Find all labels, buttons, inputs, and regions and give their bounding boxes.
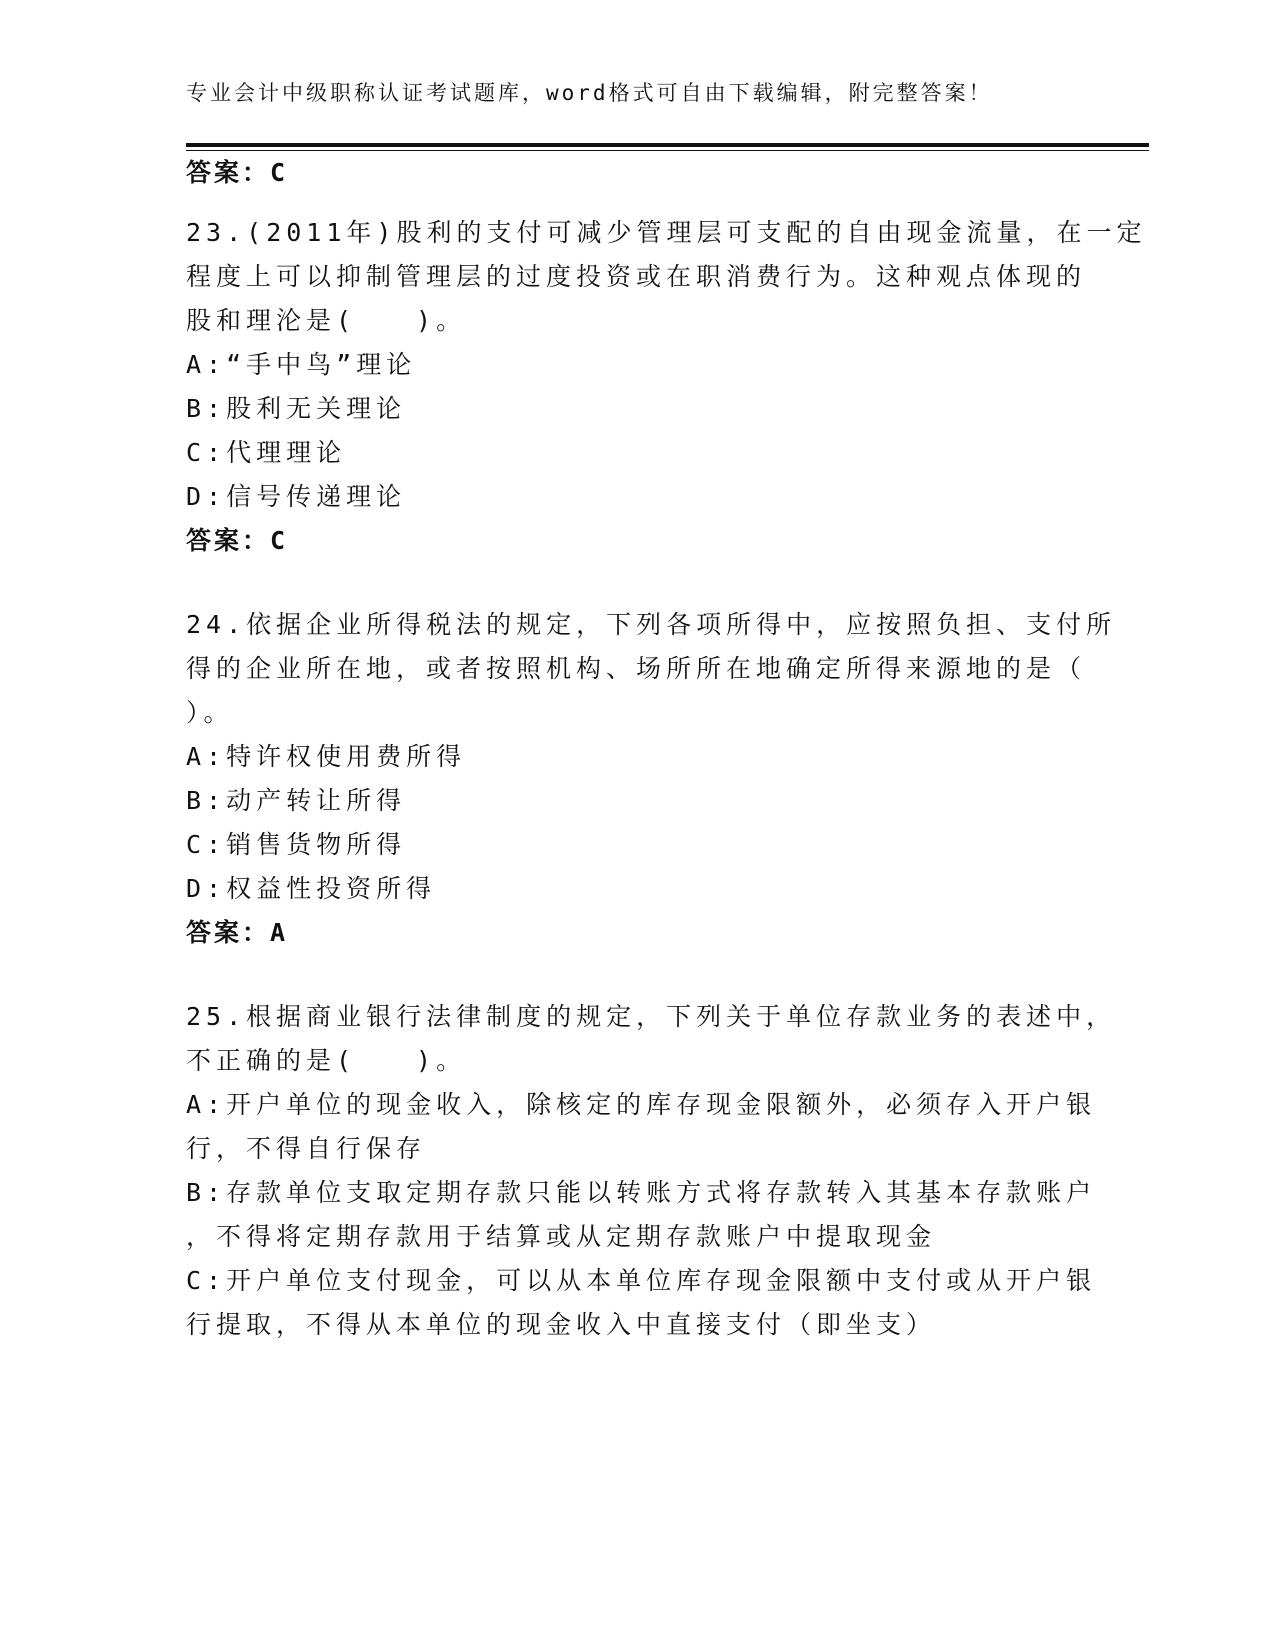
header-divider [186, 143, 1149, 147]
question-25-line: 25.根据商业银行法律制度的规定，下列关于单位存款业务的表述中， [186, 1002, 1117, 1031]
question-25-option-b-cont: ，不得将定期存款用于结算或从定期存款账户中提取现金 [186, 1222, 937, 1251]
question-24-line: 24.依据企业所得税法的规定，下列各项所得中，应按照负担、支付所 [186, 610, 1117, 639]
question-23-option-d: D:信号传递理论 [186, 482, 407, 511]
question-23-line: 23.(2011年)股利的支付可减少管理层可支配的自由现金流量，在一定 [186, 218, 1147, 247]
question-24-option-a: A:特许权使用费所得 [186, 742, 467, 771]
question-24-option-d: D:权益性投资所得 [186, 874, 437, 903]
question-24-option-c: C:销售货物所得 [186, 830, 407, 859]
page-header: 专业会计中级职称认证考试题库，word格式可自由下载编辑，附完整答案！ [186, 81, 993, 105]
question-25-option-c-cont: 行提取，不得从本单位的现金收入中直接支付（即坐支） [186, 1310, 937, 1339]
question-25-option-a: A:开户单位的现金收入，除核定的库存现金限额外，必须存入开户银 [186, 1090, 1097, 1119]
question-24-option-b: B:动产转让所得 [186, 786, 407, 815]
question-25-option-b: B:存款单位支取定期存款只能以转账方式将存款转入其基本存款账户 [186, 1178, 1097, 1207]
question-23-line: 股和理沦是( )。 [186, 306, 467, 335]
question-23-option-c: C:代理理论 [186, 438, 347, 467]
question-23-line: 程度上可以抑制管理层的过度投资或在职消费行为。这种观点体现的 [186, 262, 1087, 291]
question-23-option-a: A:“手中鸟”理论 [186, 350, 417, 379]
question-25-line: 不正确的是( )。 [186, 1046, 467, 1075]
question-24-line: 得的企业所在地，或者按照机构、场所所在地确定所得来源地的是（ [186, 654, 1087, 683]
answer-label: 答案：C [186, 158, 289, 187]
question-23-answer: 答案：C [186, 526, 289, 555]
header-divider-thin [186, 150, 1149, 151]
question-25-option-c: C:开户单位支付现金，可以从本单位库存现金限额中支付或从开户银 [186, 1266, 1097, 1295]
question-23-option-b: B:股利无关理论 [186, 394, 407, 423]
question-25-option-a-cont: 行，不得自行保存 [186, 1134, 427, 1163]
question-24-answer: 答案：A [186, 918, 289, 947]
question-24-line: ）。 [186, 698, 234, 727]
